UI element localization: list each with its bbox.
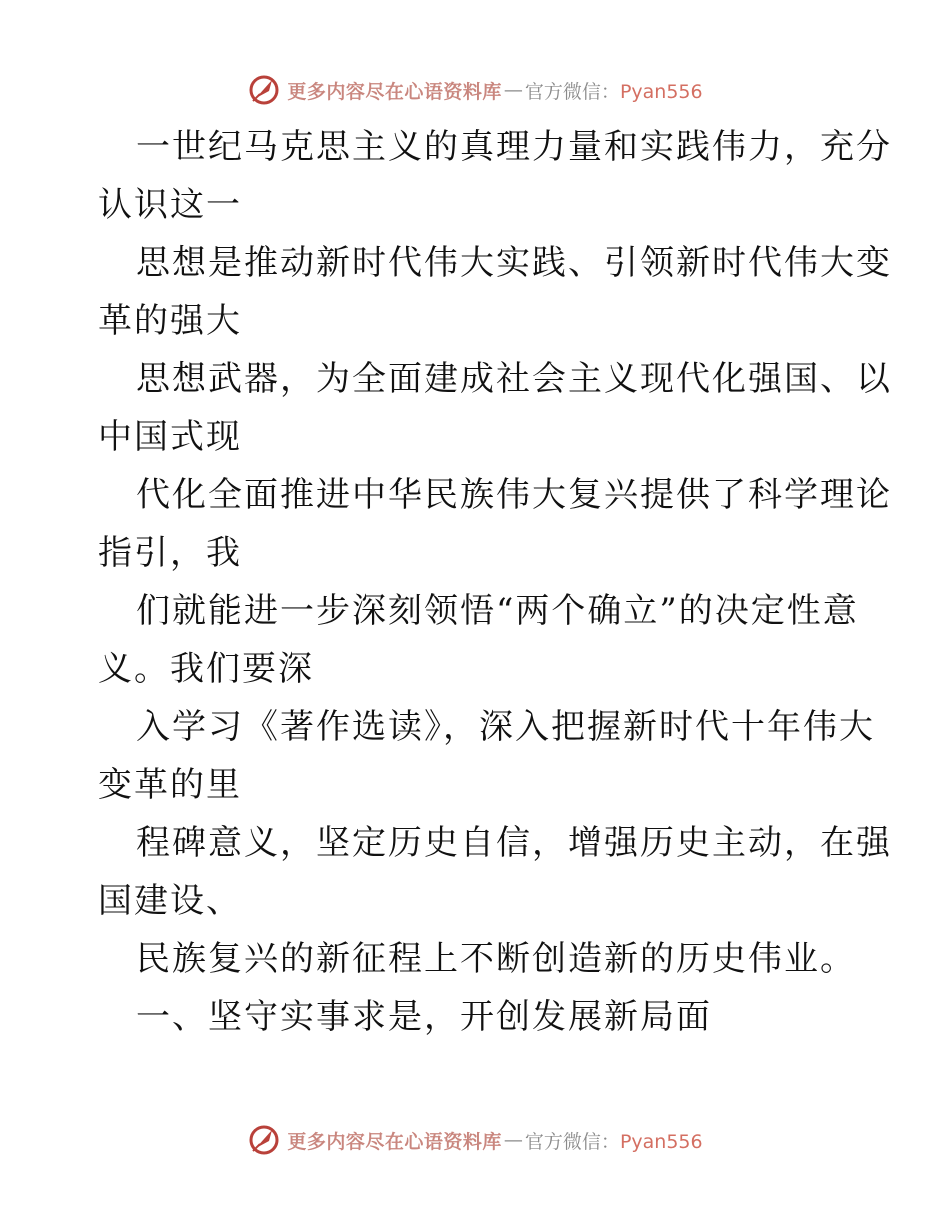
- body-line: 代化全面推进中华民族伟大复兴提供了科学理论: [136, 475, 892, 515]
- body-line: 思想是推动新时代伟大实践、引领新时代伟大变: [136, 243, 892, 283]
- header-wechat-id: Pyan556: [619, 80, 703, 103]
- header-wechat: [525, 77, 703, 104]
- header-wechat-label: 官方微信：: [524, 80, 620, 103]
- body-line: 民族复兴的新征程上不断创造新的历史伟业。: [136, 939, 856, 979]
- footer-wechat-id: Pyan556: [619, 1130, 703, 1153]
- footer-dash: —: [503, 1129, 523, 1151]
- footer-wechat: [525, 1127, 703, 1154]
- body-line: 义。我们要深: [98, 649, 314, 689]
- feather-pen-logo-icon: [247, 1123, 281, 1157]
- body-line: 国建设、: [98, 881, 242, 921]
- footer-banner: [0, 1120, 950, 1160]
- feather-pen-logo-icon: [247, 73, 281, 107]
- body-line: 程碑意义，坚定历史自信，增强历史主动，在强: [136, 823, 892, 863]
- footer-wechat-label: 官方微信：: [524, 1130, 620, 1153]
- document-body: [98, 118, 892, 1046]
- header-banner: [0, 70, 950, 110]
- body-line: 指引，我: [98, 533, 242, 573]
- body-line: 变革的里: [98, 765, 242, 805]
- body-line: 一世纪马克思主义的真理力量和实践伟力，充分: [136, 127, 892, 167]
- body-line: 入学习《著作选读》，深入把握新时代十年伟大: [136, 707, 875, 747]
- body-line: 认识这一: [98, 185, 242, 225]
- body-line: 们就能进一步深刻领悟“两个确立”的决定性意: [136, 591, 859, 631]
- body-line: 革的强大: [98, 301, 242, 341]
- body-line: 中国式现: [98, 417, 242, 457]
- section-heading: 一、坚守实事求是，开创发展新局面: [136, 997, 712, 1037]
- body-line: 思想武器，为全面建成社会主义现代化强国、以: [136, 359, 892, 399]
- footer-site-text: 更多内容尽在心语资料库: [287, 1130, 502, 1153]
- header-site-text: 更多内容尽在心语资料库: [287, 80, 502, 103]
- header-dash: —: [503, 79, 523, 101]
